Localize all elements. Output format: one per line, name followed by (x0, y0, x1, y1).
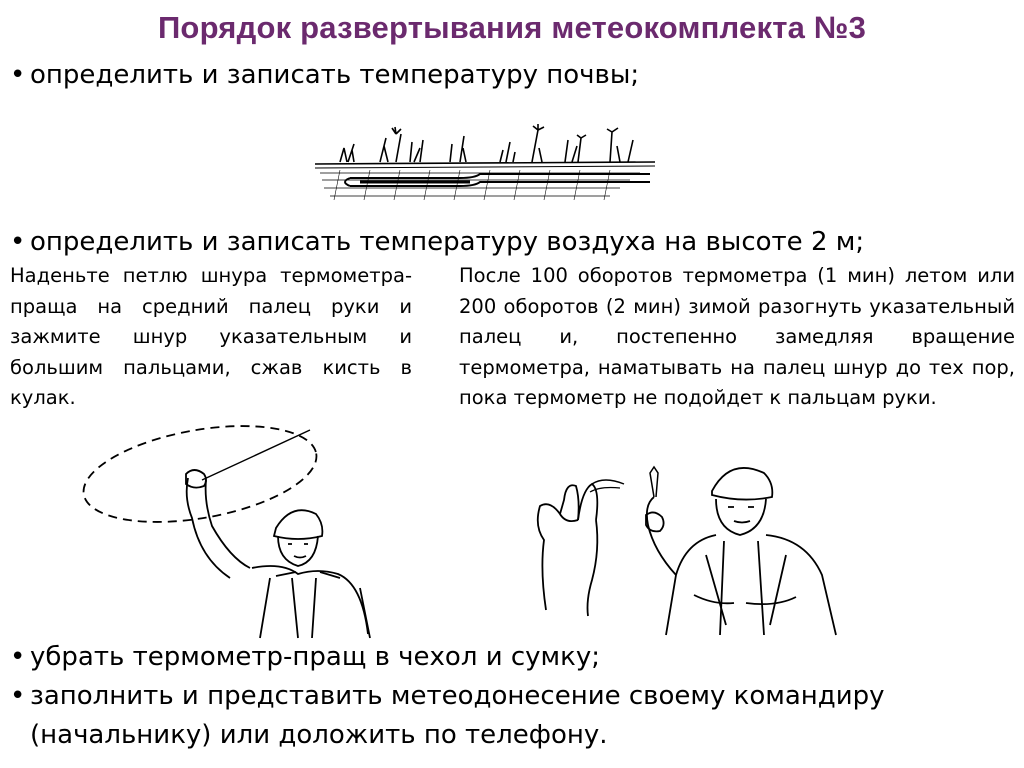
step-weather-report (10, 679, 885, 713)
step-weather-report-continued (30, 718, 608, 752)
step-text: (начальнику) или доложить по телефону. (30, 720, 608, 750)
step-air-temperature (10, 225, 864, 259)
step-text: определить и записать температуру почвы; (30, 60, 640, 90)
bullet-icon: • (10, 227, 26, 257)
soldier-reading-illustration (636, 455, 841, 635)
step-text: заполнить и представить метеодонесение своему командиру (30, 681, 885, 711)
instruction-left: Наденьте петлю шнура термометра-праща на средний палец руки и зажмите шнур указательным и большим пальцами, сжав кисть в кулак. (10, 264, 412, 410)
step-text: определить и записать температуру воздуха на высоте 2 м; (30, 227, 865, 257)
soil-thermometer-illustration (310, 118, 660, 218)
step-text: убрать термометр-пращ в чехол и сумку; (30, 642, 601, 672)
hand-cord-illustration (530, 470, 640, 620)
page-title: Порядок развертывания метеокомплекта №3 (157, 10, 867, 45)
whirling-thermometer-illustration (80, 418, 390, 638)
step-soil-temperature (10, 58, 639, 92)
bullet-icon: • (10, 60, 26, 90)
bullet-icon: • (10, 681, 26, 711)
instruction-right: После 100 оборотов термометра (1 мин) летом или 200 оборотов (2 мин) зимой разогнуть указательный палец и, постепенно замедляя вращение термометра, наматывать на палец шнур до тех пор, пока термометр не подойдет к пальцам руки. (459, 264, 1015, 410)
step-pack-thermometer (10, 640, 600, 674)
bullet-icon: • (10, 642, 26, 672)
